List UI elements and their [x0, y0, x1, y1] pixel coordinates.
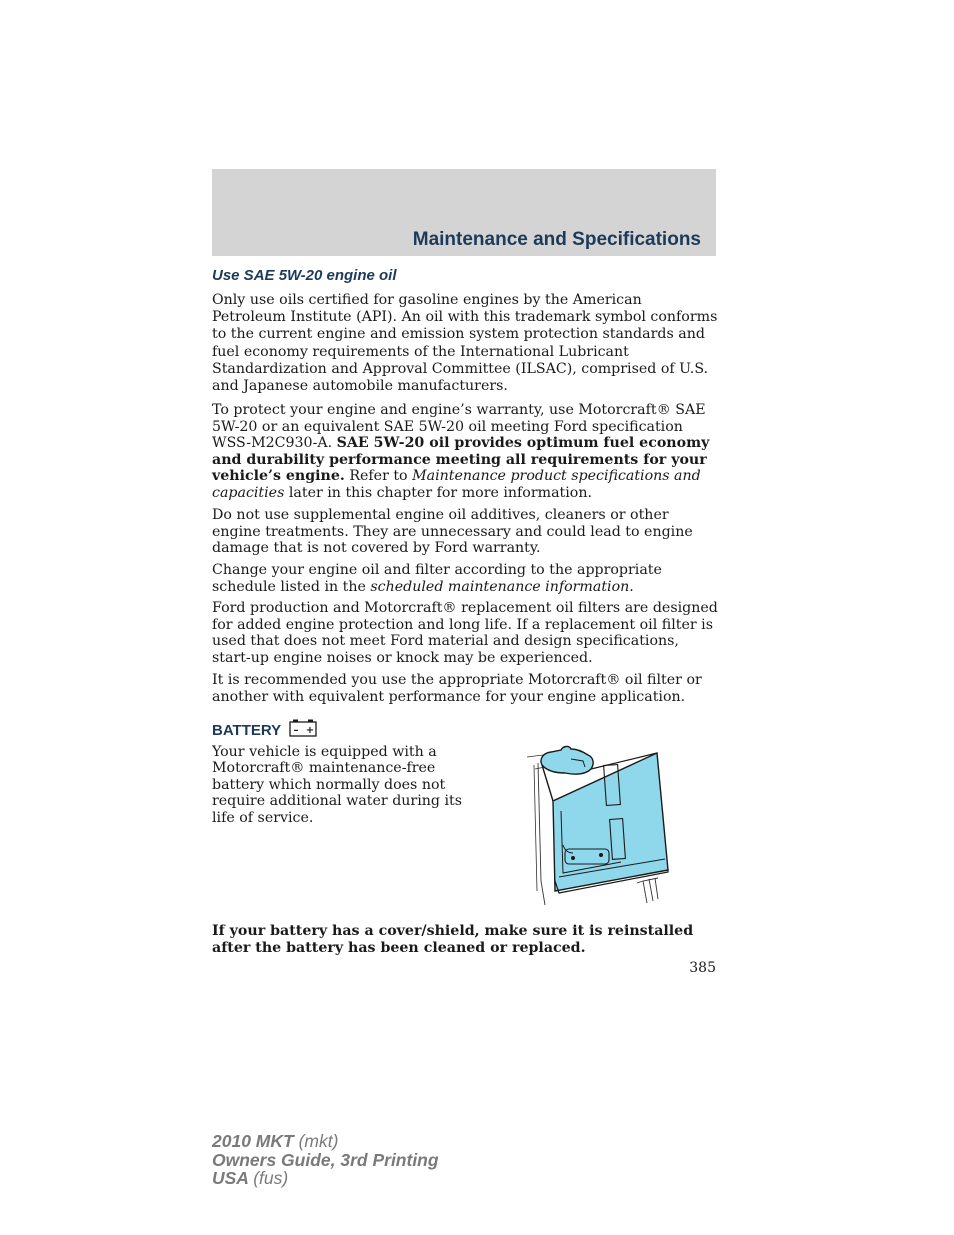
- battery-heading-label: BATTERY: [212, 721, 282, 739]
- oil-paragraph-motorcraft: To protect your engine and engine’s warranty, use Motorcraft® SAE 5W-20 or an equivalent SAE 5W-20 oil meeting Ford specification WSS-M2C930-A. SAE 5W-20 oil provides optimum fuel economy and durability performance meeting all requirements for your vehicle’s engine. Refer to Maintenance product specifications and capacities later in this chapter for more information.: [212, 402, 710, 501]
- section-title: Maintenance and Specifications: [412, 229, 701, 250]
- schedule-reference: scheduled maintenance information.: [370, 578, 634, 595]
- battery-cover-warning: If your battery has a cover/shield, make sure it is reinstalled after the battery has been cleaned or replaced.: [212, 923, 694, 956]
- page-number: 385: [689, 960, 716, 976]
- footer-model-line: 2010 MKT (mkt): [212, 1131, 339, 1151]
- svg-text:+: +: [305, 725, 315, 736]
- section-header-bar: [212, 169, 716, 256]
- svg-text:–: –: [293, 725, 299, 736]
- battery-icon: [289, 719, 317, 741]
- footer-region-line: USA (fus): [212, 1168, 289, 1188]
- oil-paragraph-additives: Do not use supplemental engine oil additives, cleaners or other engine treatments. They are unnecessary and could lead to engine damage that is not covered by Ford warranty.: [212, 507, 693, 556]
- specifications-reference: Maintenance product specifications and capacities: [212, 468, 701, 501]
- document-footer: [212, 1132, 439, 1188]
- battery-description: Your vehicle is equipped with a Motorcraft® maintenance-free battery which normally does not require additional water during its life of service.: [212, 744, 462, 826]
- oil-paragraph-change: Change your engine oil and filter according to the appropriate schedule listed in the scheduled maintenance information.: [212, 562, 662, 595]
- oil-paragraph-api: Only use oils certified for gasoline engines by the American Petroleum Institute (API). An oil with this trademark symbol conforms to the current engine and emission system protection standards and fuel economy requirements of the International Lubricant Standardization and Approval Committee (ILSAC), comprised of U.S. and Japanese automobile manufacturers.: [212, 292, 718, 395]
- battery-heading: [212, 719, 317, 741]
- oil-paragraph-filters: Ford production and Motorcraft® replacement oil filters are designed for added engine protection and long life. If a replacement oil filter is used that does not meet Ford material and design specifications, start-up engine noises or knock may be experienced.: [212, 600, 718, 666]
- footer-guide-line: Owners Guide, 3rd Printing: [212, 1149, 439, 1170]
- oil-paragraph-recommend: It is recommended you use the appropriate Motorcraft® oil filter or another with equivalent performance for your engine application.: [212, 672, 702, 705]
- oil-subheading: Use SAE 5W-20 engine oil: [212, 267, 397, 284]
- oil-bold-statement: SAE 5W-20 oil provides optimum fuel economy and durability performance meeting all requirements for your vehicle’s engine.: [212, 435, 710, 484]
- battery-illustration: [525, 741, 675, 915]
